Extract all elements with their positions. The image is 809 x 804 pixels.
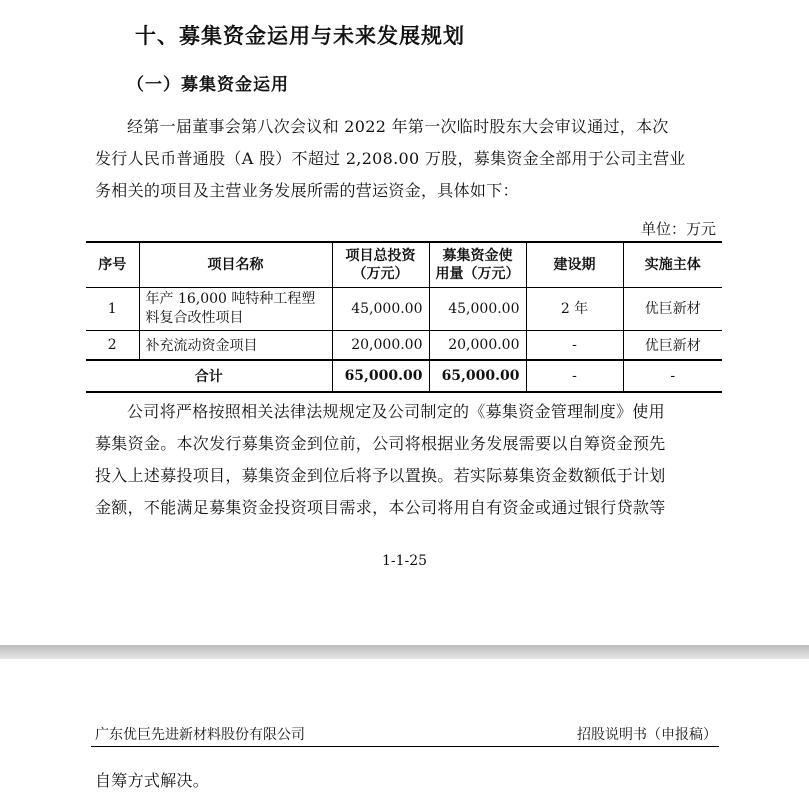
running-header-company: 广东优巨先进新材料股份有限公司: [95, 727, 305, 743]
cell-entity-sum: -: [623, 360, 722, 392]
cell-raised-sum: 65,000.00: [429, 360, 526, 392]
table-header-row: [86, 242, 722, 288]
cell-total-invest: 20,000.00: [332, 331, 429, 361]
col-header-name: 项目名称: [139, 242, 332, 288]
intro-line: 务相关的项目及主营业务发展所需的营运资金，具体如下：: [95, 181, 519, 200]
policy-line: 募集资金。本次发行募集资金到位前，公司将根据业务发展需要以自筹资金预先: [95, 434, 666, 453]
policy-line: 公司将严格按照相关法律法规规定及公司制定的《募集资金管理制度》使用: [127, 402, 665, 421]
usage-policy-paragraph: [95, 396, 717, 524]
col-header-raised: [429, 242, 526, 288]
policy-line: 投入上述募投项目，募集资金到位后将予以置换。若实际募集资金数额低于计划: [95, 466, 666, 485]
cell-seq: 2: [86, 331, 139, 361]
cell-raised: 45,000.00: [429, 288, 526, 331]
col-header-total-invest: [332, 242, 429, 288]
col-header-total-invest-line2: （万元）: [352, 266, 409, 282]
intro-line: 经第一届董事会第八次会议和 2022 年第一次临时股东大会审议通过，本次: [127, 117, 669, 136]
cell-raised: 20,000.00: [429, 331, 526, 361]
cell-total-label: 合计: [86, 360, 332, 392]
col-header-seq: 序号: [86, 242, 139, 288]
section-heading: 十、募集资金运用与未来发展规划: [135, 24, 465, 48]
unit-label: 单位：万元: [640, 220, 716, 238]
intro-line: 发行人民币普通股（A 股）不超过 2,208.00 万股，募集资金全部用于公司主营业: [95, 149, 686, 168]
table-row: [86, 331, 722, 361]
col-header-period: 建设期: [526, 242, 623, 288]
policy-line: 金额，不能满足募集资金投资项目需求，本公司将用自有资金或通过银行贷款等: [95, 498, 666, 517]
page-separator: [0, 645, 809, 659]
cell-entity: 优巨新材: [623, 331, 722, 361]
cell-total-invest: 45,000.00: [332, 288, 429, 331]
cell-seq: 1: [86, 288, 139, 331]
cell-period-sum: -: [526, 360, 623, 392]
header-divider: [91, 746, 719, 747]
cell-project-name: [139, 288, 332, 331]
subsection-heading: （一）募集资金运用: [127, 75, 289, 95]
continued-paragraph: 自筹方式解决。: [95, 771, 210, 790]
col-header-total-invest-line1: 项目总投资: [345, 248, 416, 264]
cell-project-name: 补充流动资金项目: [139, 331, 332, 361]
cell-entity: 优巨新材: [623, 288, 722, 331]
col-header-entity: 实施主体: [623, 242, 722, 288]
col-header-raised-line1: 募集资金使: [442, 248, 513, 264]
cell-project-name-line1: 年产 16,000 吨特种工程塑: [145, 291, 316, 307]
cell-project-name-line2: 料复合改性项目: [145, 310, 244, 326]
running-header-doc-type: 招股说明书（申报稿）: [577, 727, 717, 743]
intro-paragraph: [95, 111, 717, 207]
cell-total-invest-sum: 65,000.00: [332, 360, 429, 392]
table-row: [86, 288, 722, 331]
cell-period: 2 年: [526, 288, 623, 331]
col-header-raised-line2: 用量（万元）: [435, 266, 520, 282]
cell-period: -: [526, 331, 623, 361]
table-total-row: [86, 360, 722, 392]
fund-usage-table: [86, 241, 722, 393]
page-number: 1-1-25: [381, 553, 428, 569]
